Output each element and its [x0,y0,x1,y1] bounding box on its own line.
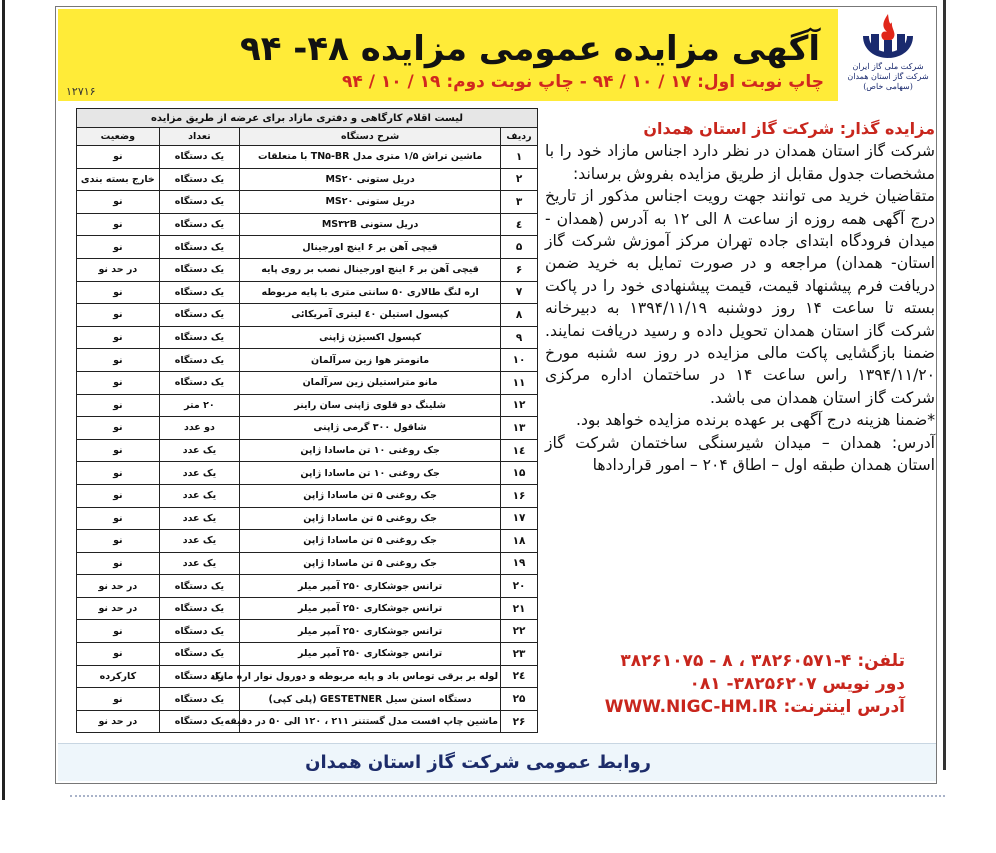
row-description: ترانس جوشکاری ۲۵۰ آمپر میلر [240,575,501,598]
table-row [77,665,538,688]
items-table [76,108,538,733]
row-quantity: یک دستگاه [159,191,239,214]
row-description: دریل ستونی MS۳۲B [240,213,501,236]
row-index: ٤ [501,213,538,236]
column-header-quantity: تعداد [159,128,239,146]
table-row [77,304,538,327]
ad-number: ۱۲۷۱۶ [66,85,96,98]
body-paragraph-1: شرکت گاز استان همدان در نظر دارد اجناس مازاد خود را با مشخصات جدول مقابل از طریق مزایده بفروش برساند: [545,142,935,183]
surplus-items-table [76,108,538,733]
table-row [77,191,538,214]
row-description: ترانس جوشکاری ۲۵۰ آمپر میلر [240,597,501,620]
row-description: ترانس جوشکاری ۲۵۰ آمپر میلر [240,620,501,643]
row-description: قیچی آهن بر ۶ اینچ اورجینال [240,236,501,259]
table-row [77,439,538,462]
ad-body-text [545,118,935,477]
row-index: ۶ [501,258,538,281]
row-index: ۱٤ [501,439,538,462]
row-index: ۲۵ [501,688,538,711]
row-index: ۲ [501,168,538,191]
row-status: نو [77,213,160,236]
row-index: ۱۵ [501,462,538,485]
row-index: ۲۳ [501,643,538,666]
row-description: جک روغنی ۵ تن ماسادا ژاپن [240,530,501,553]
table-row [77,507,538,530]
row-quantity: یک عدد [159,439,239,462]
row-quantity: یک دستگاه [159,146,239,169]
row-index: ۱۰ [501,349,538,372]
auctioneer-label: مزایده گذار: شرکت گاز استان همدان [643,119,935,138]
row-quantity: دو عدد [159,417,239,440]
row-status: نو [77,417,160,440]
row-description: مانومتر هوا زین سرآلمان [240,349,501,372]
bottom-dotted-rule [70,795,945,797]
row-index: ۱۱ [501,371,538,394]
row-quantity: یک دستگاه [159,168,239,191]
row-description: شلینگ دو قلوی ژاپنی سان راینر [240,394,501,417]
row-status: نو [77,620,160,643]
row-status: در حد نو [77,597,160,620]
row-description: جک روغنی ۵ تن ماسادا ژاپن [240,507,501,530]
row-index: ۲۶ [501,710,538,733]
gas-flame-emblem-icon [857,10,919,62]
header-banner [58,9,838,101]
logo-line-2: شرکت گاز استان همدان [847,72,929,81]
table-title: لیست اقلام کارگاهی و دفتری مازاد برای عرضه از طریق مزایده [77,109,538,128]
row-status: نو [77,304,160,327]
row-status: خارج بسته بندی [77,168,160,191]
row-description: مانو متراستیلن زین سرآلمان [240,371,501,394]
row-status: نو [77,394,160,417]
row-index: ۲۱ [501,597,538,620]
row-index: ۵ [501,236,538,259]
table-body [77,146,538,733]
row-status: نو [77,507,160,530]
table-row [77,417,538,440]
row-status: نو [77,146,160,169]
row-quantity: یک دستگاه [159,258,239,281]
row-index: ۱۲ [501,394,538,417]
table-row [77,462,538,485]
row-quantity: یک دستگاه [159,688,239,711]
row-quantity: ۲۰ متر [159,394,239,417]
fax-line: دور نویس ۳۸۲۵۶۲۰۷- ۰۸۱ [689,674,905,694]
row-description: جک روغنی ۱۰ تن ماسادا ژاپن [240,462,501,485]
table-row [77,620,538,643]
table-row [77,168,538,191]
left-border-rule [2,0,5,800]
column-header-description: شرح دستگاه [240,128,501,146]
row-description: شاقول ۳۰۰ گرمی ژاپنی [240,417,501,440]
row-quantity: یک دستگاه [159,213,239,236]
row-quantity: یک دستگاه [159,665,239,688]
website-label: آدرس اینترنت: [783,697,905,717]
table-row [77,236,538,259]
phone-line: تلفن: ۴-۳۸۲۶۰۵۷۱ ، ۸ - ۳۸۲۶۱۰۷۵ [620,651,905,671]
company-logo [842,10,934,100]
row-quantity: یک دستگاه [159,304,239,327]
row-quantity: یک عدد [159,484,239,507]
row-index: ۱۸ [501,530,538,553]
row-index: ۲۲ [501,620,538,643]
row-index: ۱۷ [501,507,538,530]
row-status: نو [77,530,160,553]
contact-block [545,650,905,719]
row-quantity: یک دستگاه [159,643,239,666]
row-quantity: یک دستگاه [159,620,239,643]
row-quantity: یک دستگاه [159,710,239,733]
row-quantity: یک دستگاه [159,349,239,372]
row-quantity: یک دستگاه [159,371,239,394]
logo-line-3: (سهامی خاص) [863,82,913,91]
row-status: نو [77,281,160,304]
row-status: نو [77,236,160,259]
table-row [77,710,538,733]
row-status: در حد نو [77,710,160,733]
table-row [77,213,538,236]
row-status: نو [77,439,160,462]
logo-line-1: شرکت ملی گاز ایران [852,62,924,71]
row-description: ماشین تراش ۱/۵ متری مدل TN۵-BR با متعلقات [240,146,501,169]
row-index: ۹ [501,326,538,349]
body-paragraph-3: *ضمنا هزینه درج آگهی بر عهده برنده مزایده خواهد بود. [576,411,935,430]
table-row [77,484,538,507]
table-row [77,597,538,620]
table-row [77,146,538,169]
footer-band [58,743,936,781]
table-row [77,281,538,304]
table-row [77,575,538,598]
row-description: کپسول اکسیژن ژاپنی [240,326,501,349]
table-row [77,349,538,372]
row-quantity: یک دستگاه [159,597,239,620]
row-status: نو [77,326,160,349]
website-url[interactable]: WWW.NIGC-HM.IR [604,697,778,717]
row-description: ماشین چاپ افست مدل گستتنر ۲۱۱ ، ۱۲۰ الی ۵۰ در دقیقه [240,710,501,733]
table-row [77,530,538,553]
row-status: نو [77,191,160,214]
row-index: ۱۳ [501,417,538,440]
footer-public-relations: روابط عمومی شرکت گاز استان همدان [305,752,651,773]
print-dates: چاپ نوبت اول: ۱۷ / ۱۰ / ۹۴ - چاپ نوبت دوم: ۱۹ / ۱۰ / ۹۴ [342,72,824,92]
row-index: ۲٤ [501,665,538,688]
table-row [77,326,538,349]
row-quantity: یک دستگاه [159,281,239,304]
row-quantity: یک عدد [159,507,239,530]
row-status: نو [77,688,160,711]
row-index: ۱ [501,146,538,169]
row-description: جک روغنی ۱۰ تن ماسادا ژاپن [240,439,501,462]
row-index: ۲۰ [501,575,538,598]
table-row [77,688,538,711]
row-status: نو [77,371,160,394]
row-description: دستگاه استن سیل GESTETNER (پلی کپی) [240,688,501,711]
row-description: جک روغنی ۵ تن ماسادا ژاپن [240,552,501,575]
website-line [545,696,905,719]
row-status: در حد نو [77,258,160,281]
row-quantity: یک عدد [159,530,239,553]
body-paragraph-4: آدرس: همدان – میدان شیرسنگی ساختمان شرکت گاز استان همدان طبقه اول – اطاق ۲۰۴ – امور قراردادها [545,433,935,475]
row-quantity: یک دستگاه [159,575,239,598]
right-border-rule [943,0,946,770]
row-description: لوله بر برقی توماس باد و پایه مربوطه و دورول نوار اره مازاد [240,665,501,688]
row-description: دریل ستونی MS۲۰ [240,168,501,191]
table-row [77,394,538,417]
row-status: نو [77,484,160,507]
row-index: ۳ [501,191,538,214]
column-header-status: وضعیت [77,128,160,146]
ad-headline: آگهی مزایده عمومی مزایده ۴۸- ۹۴ [239,29,820,69]
row-status: در حد نو [77,575,160,598]
row-description: کپسول استیلن ٤٠ لیتری آمریکائی [240,304,501,327]
row-index: ۸ [501,304,538,327]
row-status: نو [77,462,160,485]
row-index: ۷ [501,281,538,304]
row-description: ترانس جوشکاری ۲۵۰ آمپر میلر [240,643,501,666]
column-header-index: ردیف [501,128,538,146]
row-status: نو [77,349,160,372]
table-row [77,643,538,666]
row-status: نو [77,552,160,575]
row-quantity: یک عدد [159,552,239,575]
row-quantity: یک دستگاه [159,326,239,349]
row-description: قیچی آهن بر ۶ اینچ اورجینال نصب بر روی پایه [240,258,501,281]
row-description: اره لنگ طالاری ۵۰ سانتی متری با پایه مربوطه [240,281,501,304]
row-description: دریل ستونی MS۲۰ [240,191,501,214]
body-paragraph-2: متقاضیان خرید می توانند جهت رویت اجناس مذکور از تاریخ درج آگهی همه روزه از ساعت ۸ الی ۱۲ به آدرس (همدان - میدان فرودگاه ابتدای جاده تهران مرکز آموزش شرکت گاز استان- همدان) مراجعه و در صورت تمایل به خرید ضمن دریافت فرم پیشنهاد قیمت، قیمت پیشنهادی خود را در پاکت بسته تا ساعت ۱۴ روز دوشنبه ۱۳۹۴/۱۱/۱۹ به دبیرخانه شرکت گاز استان همدان تحویل داده و رسید دریافت نمایند. ضمنا بازگشایی پاکت مالی مزایده در روز سه شنبه مورخ ۱۳۹۴/۱۱/۲۰ راس ساعت ۱۴ در ساختمان اداره مرکزی شرکت گاز استان همدان می باشد. [545,187,935,407]
table-row [77,258,538,281]
row-index: ۱۶ [501,484,538,507]
row-quantity: یک عدد [159,462,239,485]
row-quantity: یک دستگاه [159,236,239,259]
row-index: ۱۹ [501,552,538,575]
row-status: نو [77,643,160,666]
table-row [77,552,538,575]
row-status: کارکرده [77,665,160,688]
row-description: جک روغنی ۵ تن ماسادا ژاپن [240,484,501,507]
table-row [77,371,538,394]
